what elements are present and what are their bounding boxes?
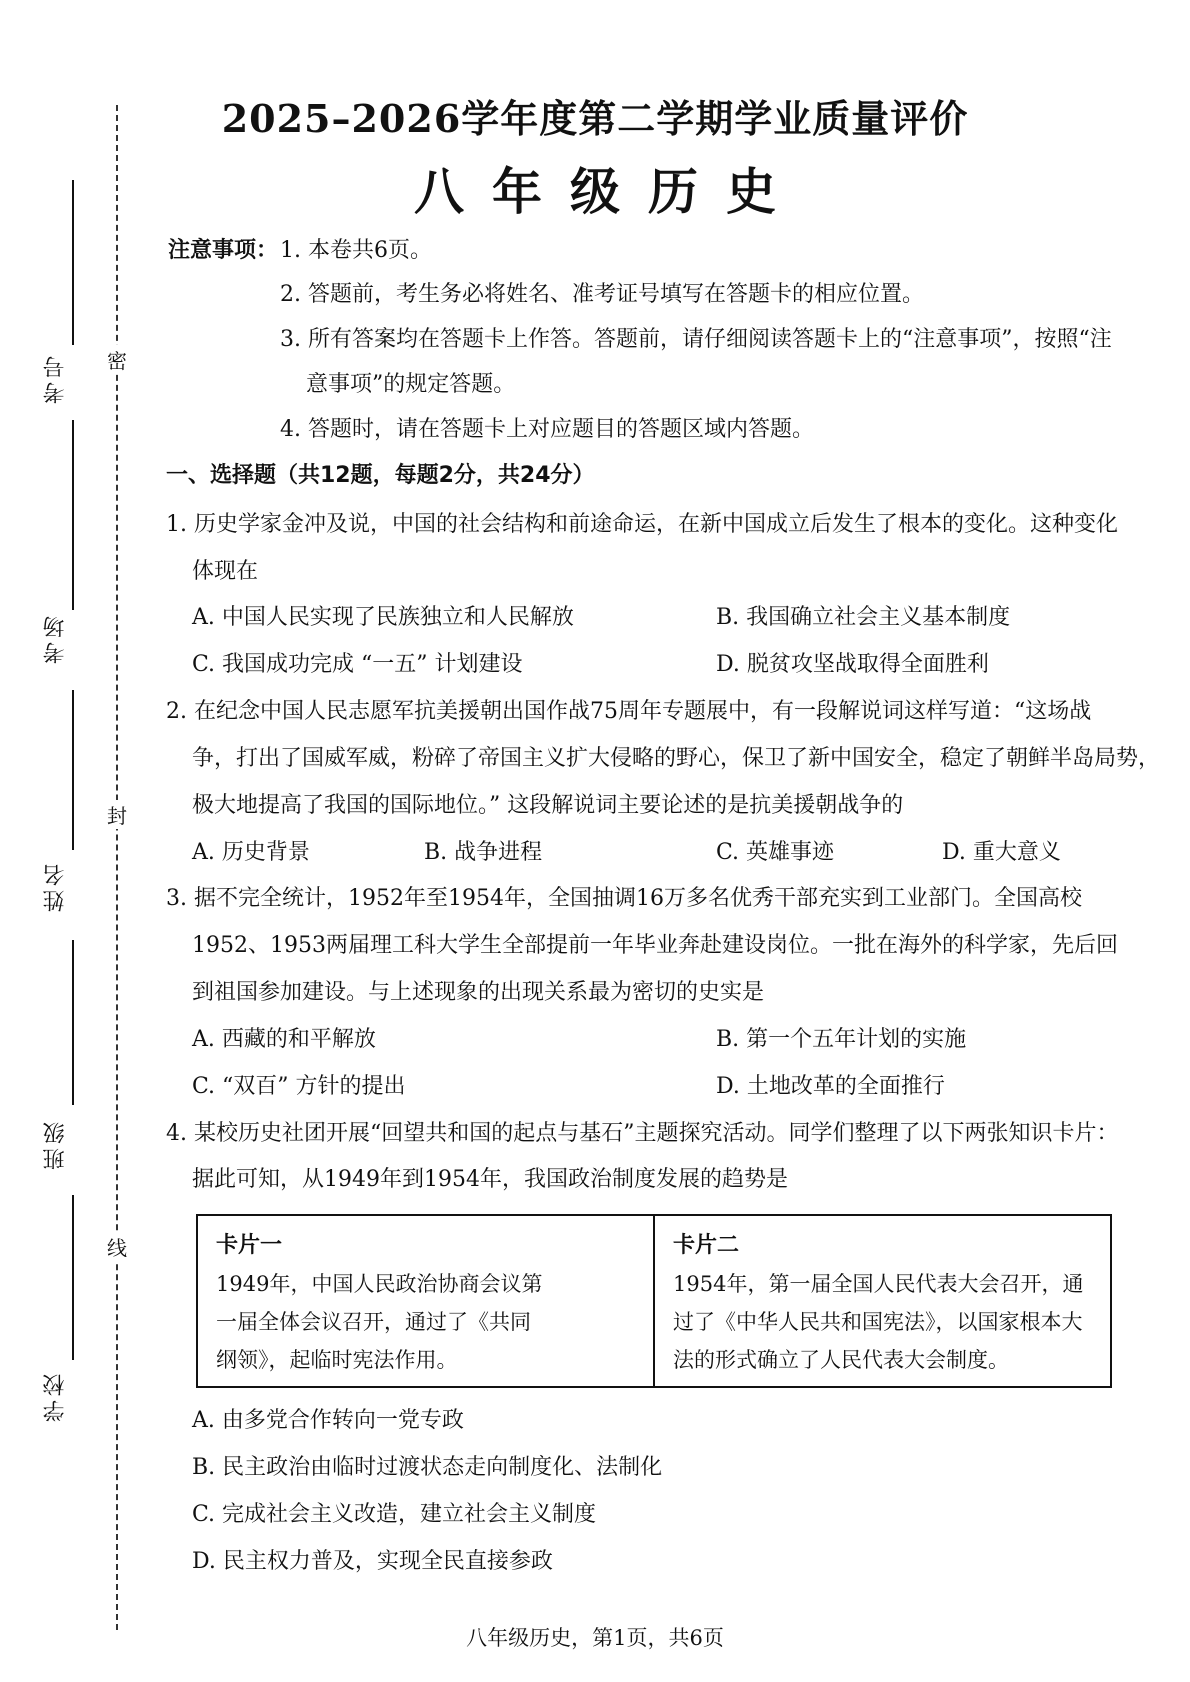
notice-item: 1. 本卷共6页。 xyxy=(280,238,432,263)
section-heading: 一、选择题（共12题，每题2分，共24分） xyxy=(166,463,595,488)
exam-title: 2025–2026学年度第二学期学业质量评价 xyxy=(221,96,969,141)
option-d: D. 脱贫攻坚战取得全面胜利 xyxy=(716,652,989,677)
notice-item: 2. 答题前，考生务必将姓名、准考证号填写在答题卡的相应位置。 xyxy=(280,282,924,307)
page-footer: 八年级历史，第1页，共6页 xyxy=(466,1626,724,1650)
margin-label-class: 班级 xyxy=(43,1118,68,1170)
option-a: A. 中国人民实现了民族独立和人民解放 xyxy=(192,605,574,630)
option-c: C. 完成社会主义改造，建立社会主义制度 xyxy=(192,1502,597,1527)
option-d: D. 重大意义 xyxy=(942,840,1061,865)
question-stem: 2. 在纪念中国人民志愿军抗美援朝出国作战75周年专题展中，有一段解说词这样写道：“这场战 xyxy=(166,699,1092,724)
card-text-line: 过了《中华人民共和国宪法》，以国家根本大 xyxy=(673,1310,1083,1334)
margin-label-name: 姓名 xyxy=(43,860,68,912)
margin-label-exam-number: 考号 xyxy=(43,352,68,404)
notice-item: 意事项”的规定答题。 xyxy=(306,372,516,397)
card-title: 卡片二 xyxy=(673,1233,740,1258)
question-stem: 1. 历史学家金冲及说，中国的社会结构和前途命运，在新中国成立后发生了根本的变化。这种变化 xyxy=(166,512,1118,537)
option-a: A. 西藏的和平解放 xyxy=(192,1027,376,1052)
margin-underline xyxy=(72,940,74,1105)
margin-underline xyxy=(72,420,74,610)
exam-subject: 八年级历史 xyxy=(414,162,804,221)
option-b: B. 民主政治由临时过渡状态走向制度化、法制化 xyxy=(192,1455,663,1480)
seal-char-mi: 密 xyxy=(106,345,128,374)
option-c: C. 英雄事迹 xyxy=(716,840,835,865)
question-stem: 极大地提高了我国的国际地位。” 这段解说词主要论述的是抗美援朝战争的 xyxy=(192,793,904,818)
question-stem: 3. 据不完全统计，1952年至1954年，全国抽调16万多名优秀干部充实到工业部门。全国高校 xyxy=(166,886,1082,911)
notice-item: 4. 答题时，请在答题卡上对应题目的答题区域内答题。 xyxy=(280,417,814,442)
seal-dashed-line xyxy=(116,105,118,1630)
margin-label-school: 学校 xyxy=(43,1370,68,1422)
knowledge-card-1 xyxy=(198,1216,653,1386)
knowledge-card-2 xyxy=(653,1216,1110,1386)
seal-char-xian: 线 xyxy=(106,1232,128,1261)
option-d: D. 民主权力普及，实现全民直接参政 xyxy=(192,1549,553,1574)
card-text-line: 纲领》，起临时宪法作用。 xyxy=(216,1348,458,1372)
card-title: 卡片一 xyxy=(216,1233,283,1258)
card-text-line: 1954年，第一届全国人民代表大会召开，通 xyxy=(673,1272,1084,1296)
question-stem: 体现在 xyxy=(192,559,259,584)
question-stem: 到祖国参加建设。与上述现象的出现关系最为密切的史实是 xyxy=(192,980,765,1005)
option-a: A. 历史背景 xyxy=(192,840,310,865)
option-c: C. 我国成功完成 “一五” 计划建设 xyxy=(192,652,523,677)
option-b: B. 我国确立社会主义基本制度 xyxy=(716,605,1011,630)
option-b: B. 战争进程 xyxy=(424,840,543,865)
notice-label: 注意事项： xyxy=(168,238,279,263)
notice-item: 3. 所有答案均在答题卡上作答。答题前，请仔细阅读答题卡上的“注意事项”，按照“注 xyxy=(280,327,1112,352)
question-stem: 4. 某校历史社团开展“回望共和国的起点与基石”主题探究活动。同学们整理了以下两张知识卡片： xyxy=(166,1121,1119,1146)
question-stem: 1952、1953两届理工科大学生全部提前一年毕业奔赴建设岗位。一批在海外的科学家，先后回 xyxy=(192,933,1118,958)
card-text-line: 一届全体会议召开，通过了《共同 xyxy=(216,1310,531,1334)
option-b: B. 第一个五年计划的实施 xyxy=(716,1027,967,1052)
option-a: A. 由多党合作转向一党专政 xyxy=(192,1408,464,1433)
card-text-line: 1949年，中国人民政治协商会议第 xyxy=(216,1272,543,1296)
question-stem: 争，打出了国威军威，粉碎了帝国主义扩大侵略的野心，保卫了新中国安全，稳定了朝鲜半岛局势， xyxy=(192,746,1161,771)
margin-underline xyxy=(72,1195,74,1360)
card-text-line: 法的形式确立了人民代表大会制度。 xyxy=(673,1348,1009,1372)
margin-underline xyxy=(72,690,74,850)
margin-label-exam-room: 考场 xyxy=(43,612,68,664)
option-c: C. “双百” 方针的提出 xyxy=(192,1074,406,1099)
question-stem: 据此可知，从1949年到1954年，我国政治制度发展的趋势是 xyxy=(192,1167,788,1192)
seal-char-feng: 封 xyxy=(106,800,128,829)
option-d: D. 土地改革的全面推行 xyxy=(716,1074,945,1099)
knowledge-cards-table xyxy=(196,1214,1112,1388)
